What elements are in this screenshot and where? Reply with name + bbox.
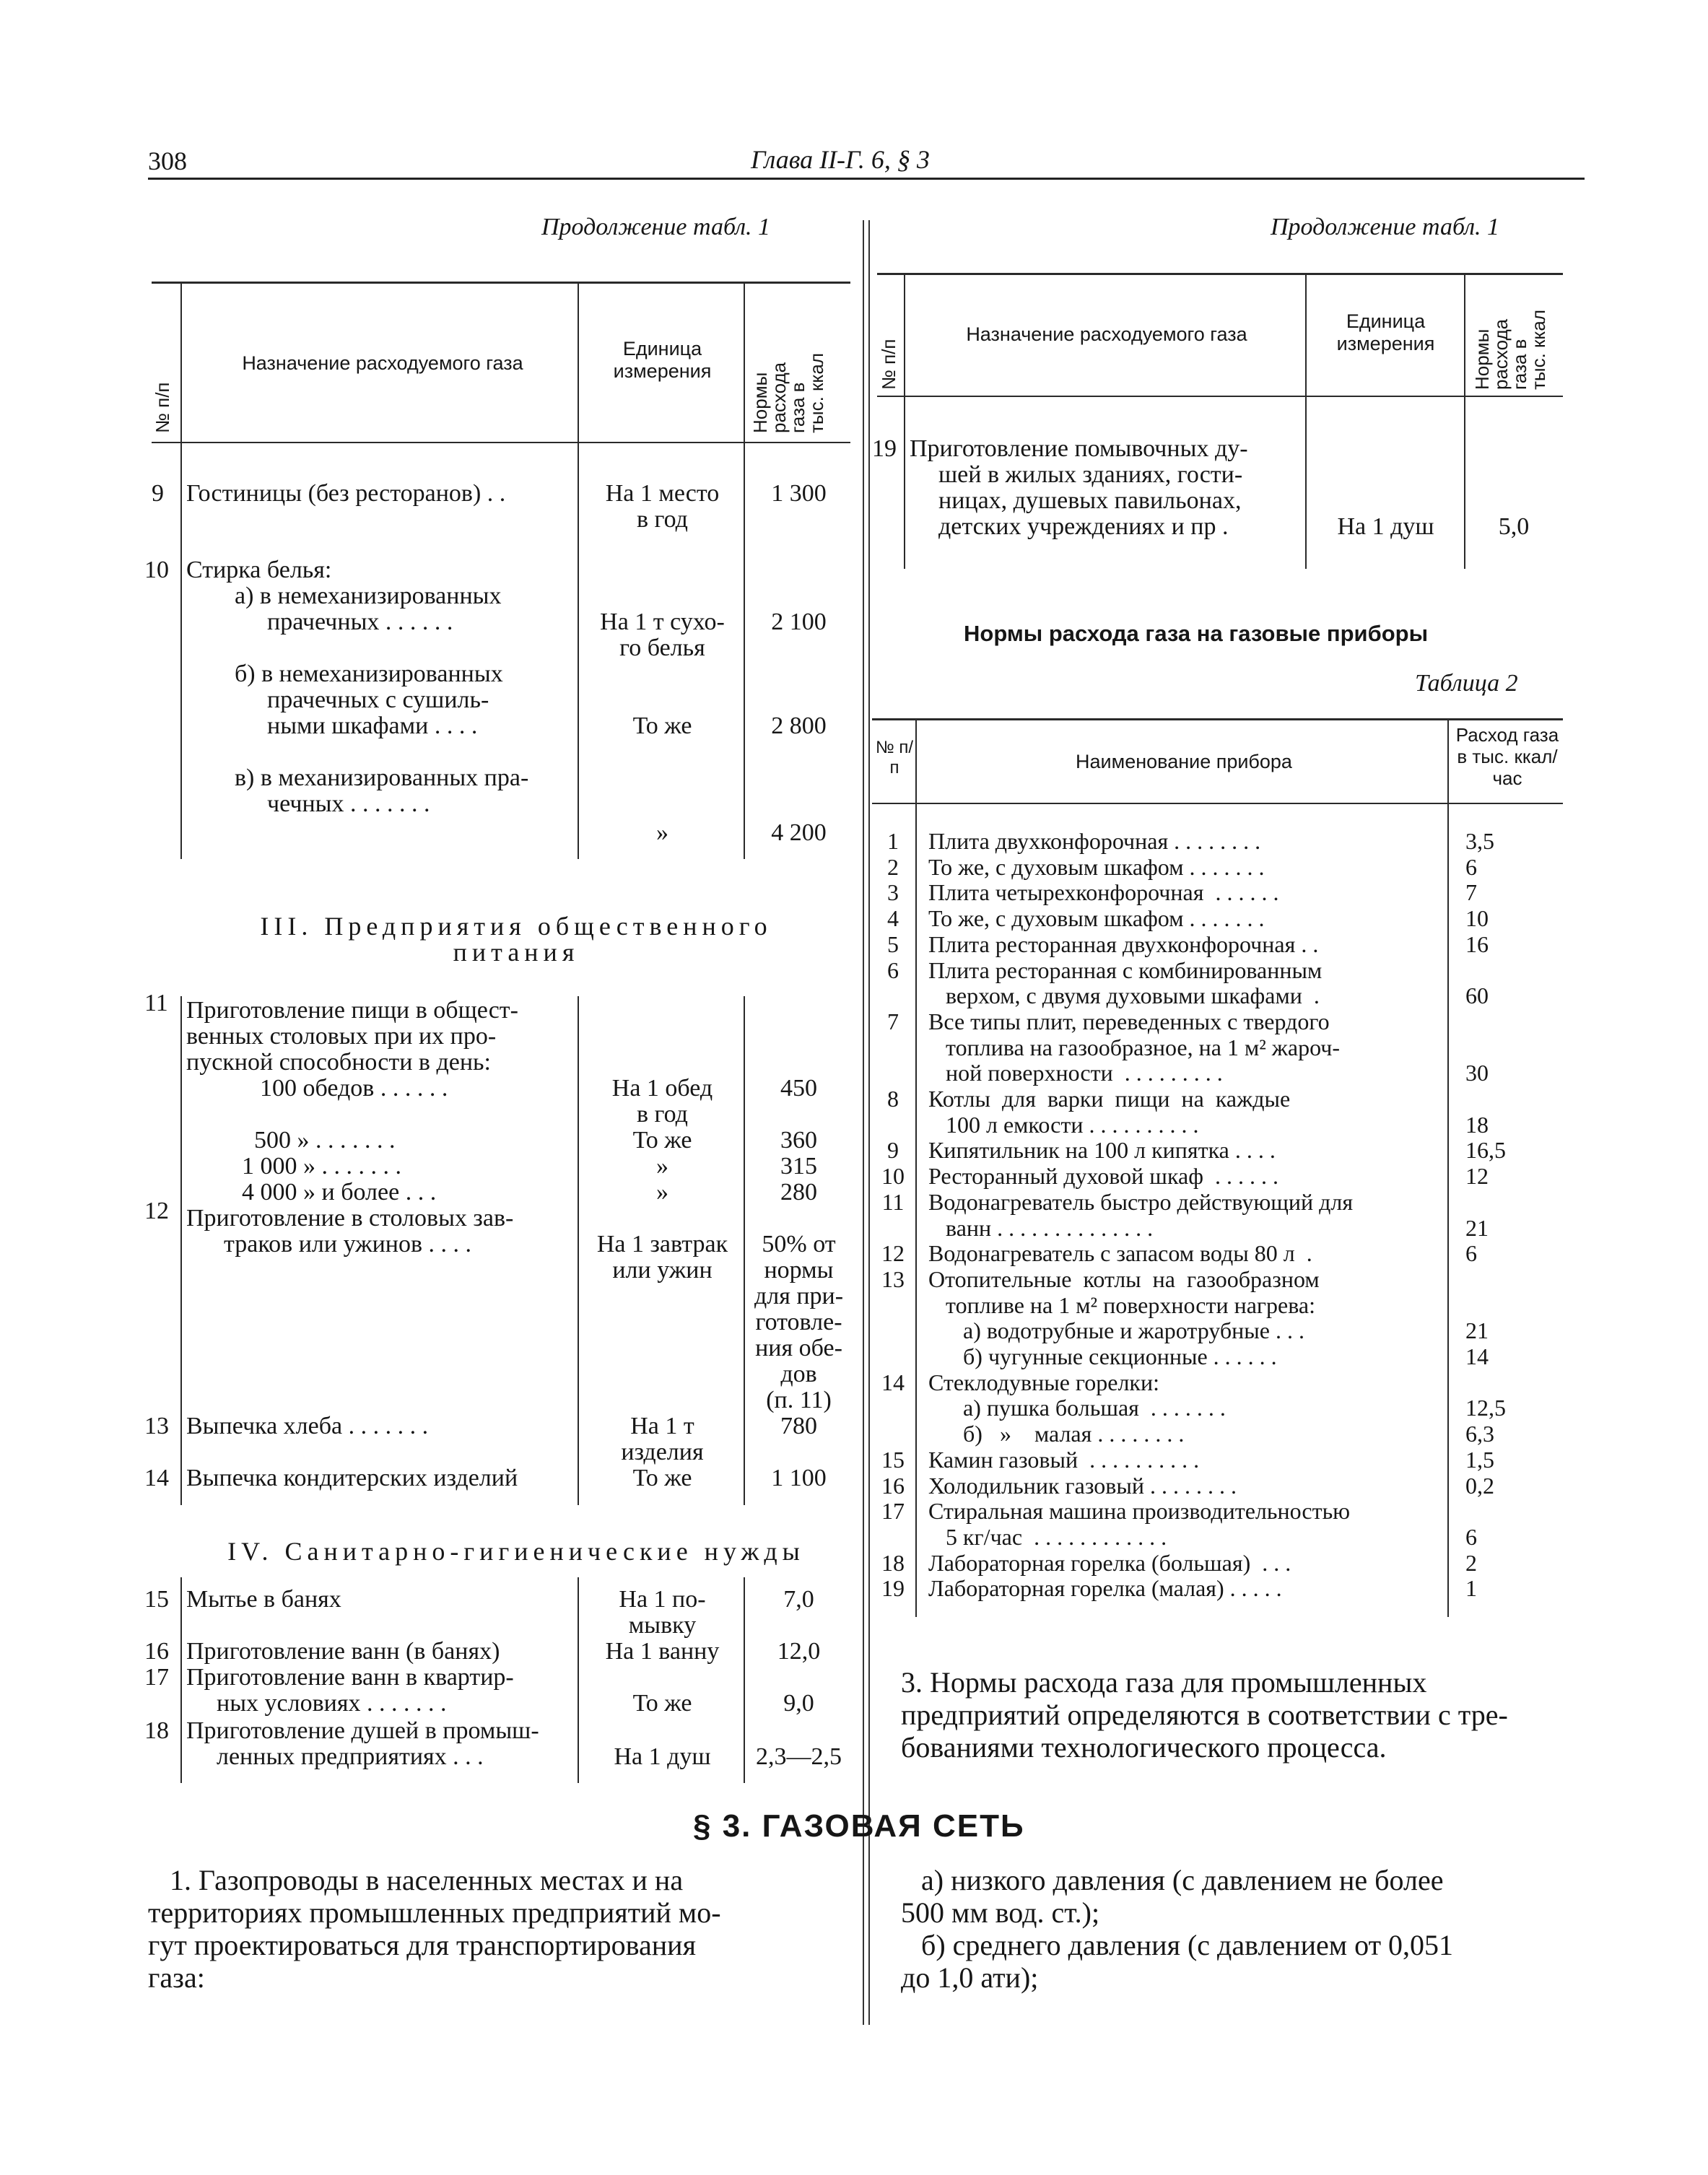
table2-row-name: То же, с духовым шкафом . . . . . . .	[928, 854, 1265, 880]
section-heading: III. Предприятия общественного	[260, 912, 772, 941]
left-col-num-header: № п/п	[152, 382, 173, 433]
row-value: 5,0	[1498, 513, 1530, 540]
table2-row-rate: 14	[1465, 1343, 1489, 1369]
table2-row-num: 14	[881, 1369, 905, 1395]
table2-row-name: Водонагреватель с запасом воды 80 л .	[928, 1240, 1312, 1266]
table2-row-num: 13	[881, 1266, 905, 1292]
row-text: 500 » . . . . . . .	[254, 1127, 396, 1154]
paragraph-line: территориях промышленных предприятий мо-	[148, 1896, 721, 1929]
table2-row-rate: 60	[1465, 982, 1489, 1008]
table2-row-name: Стиральная машина производительностью	[928, 1498, 1351, 1524]
page-number: 308	[148, 147, 187, 175]
row-value: для при-	[754, 1283, 844, 1309]
row-value: 1 100	[771, 1465, 827, 1491]
table2-row-name: Водонагреватель быстро действующий для	[928, 1189, 1354, 1215]
table2-col-rate-header: Расход газа в тыс. ккал/час	[1455, 724, 1559, 789]
row-value: (п. 11)	[766, 1387, 832, 1413]
row-value: 315	[780, 1153, 817, 1180]
table2-row-name: топливе на 1 м² поверхности нагрева:	[928, 1292, 1315, 1318]
row-value: нормы	[764, 1257, 834, 1283]
left-continuation-label: Продолжение табл. 1	[541, 214, 771, 240]
table2-row-rate: 18	[1465, 1112, 1489, 1138]
table2-row-name: Кипятильник на 100 л кипятка . . . .	[928, 1137, 1276, 1163]
table2-row-name: Плита ресторанная двухконфорочная . .	[928, 931, 1319, 957]
table2-row-num: 8	[887, 1086, 899, 1112]
table2-row-num: 12	[881, 1240, 905, 1266]
row-text: 1 000 » . . . . . . .	[242, 1153, 401, 1180]
table2-row-name: 5 кг/час . . . . . . . . . . . .	[928, 1524, 1167, 1550]
table2-row-rate: 16,5	[1465, 1137, 1506, 1163]
table2-row-name: Плита ресторанная с комбинированным	[928, 957, 1323, 983]
paragraph-line: гут проектироваться для транспортирования	[148, 1929, 696, 1961]
gas-network-paragraph-left	[148, 1864, 837, 1994]
row-value: 7,0	[783, 1586, 814, 1613]
table2-row-rate: 16	[1465, 931, 1489, 957]
right-col-norm-header: Нормы расхода газа в тыс. ккал	[1471, 310, 1549, 390]
table2-row-num: 18	[881, 1550, 905, 1576]
right-continuation-label: Продолжение табл. 1	[1271, 214, 1500, 240]
table2-col-name-header: Наименование прибора	[1076, 751, 1292, 772]
row-unit: »	[656, 1153, 668, 1180]
paragraph-line: б) среднего давления (с давлением от 0,051	[921, 1929, 1454, 1961]
table2-row-num: 4	[887, 905, 899, 931]
row-value: 780	[780, 1413, 817, 1439]
row-unit: То же	[632, 1690, 692, 1717]
table2-row-num: 3	[887, 879, 899, 905]
row-num: 10	[144, 557, 169, 583]
table2-row-name: топлива на газообразное, на 1 м² жароч-	[928, 1034, 1341, 1060]
table2-row-name: То же, с духовым шкафом . . . . . . .	[928, 905, 1265, 931]
row-text: Приготовление помывочных ду-	[910, 435, 1248, 462]
table2-row-rate: 21	[1465, 1215, 1489, 1241]
table2-row-name: Стеклодувные горелки:	[928, 1369, 1159, 1395]
section-heading: IV. Санитарно-гигиенические нужды	[227, 1537, 805, 1566]
column-divider-2	[868, 220, 870, 2025]
row-text: траков или ужинов . . . .	[224, 1231, 472, 1258]
row-unit: изделия	[621, 1439, 704, 1465]
row-unit: На 1 ванну	[605, 1638, 720, 1665]
table2-row-num: 5	[887, 931, 899, 957]
table2-row-name: Ресторанный духовой шкаф . . . . . .	[928, 1163, 1278, 1189]
table2-row-num: 10	[881, 1163, 905, 1189]
row-unit: или ужин	[612, 1257, 713, 1283]
table2-row-name: Холодильник газовый . . . . . . . .	[928, 1473, 1237, 1499]
row-num: 13	[144, 1413, 169, 1439]
row-unit: На 1 по-	[619, 1586, 706, 1613]
table2-row-num: 1	[887, 828, 899, 854]
table2-row-rate: 30	[1465, 1060, 1489, 1086]
table2-row-rate: 12	[1465, 1163, 1489, 1189]
left-col-purpose-header: Назначение расходуемого газа	[242, 352, 523, 374]
row-text: венных столовых при их про-	[186, 1023, 497, 1050]
table2-row-num: 15	[881, 1447, 905, 1473]
table2-row-num: 2	[887, 854, 899, 880]
left-col-unit-header: Единица измерения	[613, 338, 712, 383]
row-num: 16	[144, 1638, 169, 1665]
row-text: Приготовление ванн (в банях)	[186, 1638, 500, 1665]
table2-row-rate: 3,5	[1465, 828, 1494, 854]
row-value: 2,3—2,5	[756, 1743, 842, 1770]
row-text: Выпечка кондитерских изделий	[186, 1465, 518, 1491]
row-text: Мытье в банях	[186, 1586, 341, 1613]
paragraph-line: предприятий определяются в соответствии с тре-	[901, 1699, 1508, 1731]
row-text: Приготовление ванн в квартир-	[186, 1664, 514, 1691]
row-unit: »	[656, 1179, 668, 1206]
row-value: 2 800	[771, 712, 827, 739]
row-num: 17	[144, 1664, 169, 1691]
table2-row-rate: 2	[1465, 1550, 1477, 1576]
table2-row-rate: 6	[1465, 1524, 1477, 1550]
row-num: 18	[144, 1717, 169, 1744]
paragraph-line: 500 мм вод. ст.);	[901, 1896, 1100, 1929]
paragraph-line: 1. Газопроводы в населенных местах и на	[170, 1864, 684, 1896]
section-heading: питания	[453, 938, 580, 967]
row-text: ницах, душевых павильонах,	[938, 487, 1242, 514]
row-unit: в год	[637, 1101, 688, 1128]
table2-row-name: ной поверхности . . . . . . . . .	[928, 1060, 1223, 1086]
table2-row-rate: 0,2	[1465, 1473, 1494, 1499]
row-value: 4 200	[771, 819, 827, 846]
row-text: шей в жилых зданиях, гости-	[938, 461, 1243, 488]
row-value: 2 100	[771, 609, 827, 635]
row-text: 100 обедов . . . . . .	[260, 1075, 448, 1102]
header-rule	[148, 178, 1585, 180]
row-value: дов	[780, 1361, 817, 1387]
table2-row-rate: 21	[1465, 1317, 1489, 1343]
table2-row-name: б) чугунные секционные . . . . . .	[928, 1343, 1277, 1369]
table2-row-name: Лабораторная горелка (малая) . . . . .	[928, 1575, 1282, 1601]
table2-row-name: Отопительные котлы на газообразном	[928, 1266, 1320, 1292]
row-text: детских учреждениях и пр .	[938, 513, 1229, 540]
section-heading-gas-network: § 3. ГАЗОВАЯ СЕТЬ	[693, 1808, 1025, 1844]
row-text: Выпечка хлеба . . . . . . .	[186, 1413, 429, 1439]
row-value: 450	[780, 1075, 817, 1102]
row-value: 1 300	[771, 480, 827, 507]
row-text: прачечных с сушиль-	[267, 687, 489, 713]
table2-row-name: а) пушка большая . . . . . . .	[928, 1395, 1226, 1421]
paragraph-line: газа:	[148, 1961, 205, 1994]
paragraph-line: 3. Нормы расхода газа для промышленных	[901, 1666, 1427, 1699]
table2-row-rate: 12,5	[1465, 1395, 1506, 1421]
row-text: ленных предприятиях . . .	[217, 1743, 484, 1770]
row-text: Приготовление в столовых зав-	[186, 1205, 514, 1232]
table2-row-rate: 6	[1465, 854, 1477, 880]
row-num: 14	[144, 1465, 169, 1491]
row-value: 50% от	[762, 1231, 836, 1258]
table2-row-rate: 1,5	[1465, 1447, 1494, 1473]
table2-row-name: а) водотрубные и жаротрубные . . .	[928, 1317, 1304, 1343]
right-col-num-header: № п/п	[878, 339, 899, 390]
row-unit: На 1 завтрак	[596, 1231, 728, 1258]
row-value: 12,0	[777, 1638, 821, 1665]
row-num: 15	[144, 1586, 169, 1613]
row-text: ными шкафами . . . .	[267, 712, 478, 739]
table2-row-num: 7	[887, 1008, 899, 1034]
row-value: 280	[780, 1179, 817, 1206]
paragraph-line: а) низкого давления (с давлением не более	[921, 1864, 1444, 1896]
table2-row-name: Котлы для варки пищи на каждые	[928, 1086, 1291, 1112]
row-unit: На 1 т	[630, 1413, 694, 1439]
column-divider	[863, 220, 864, 2025]
table2-row-num: 9	[887, 1137, 899, 1163]
row-text: 4 000 » и более . . .	[242, 1179, 437, 1206]
row-text: в) в механизированных пра-	[235, 764, 529, 791]
table2-row-name: б) » малая . . . . . . . .	[928, 1421, 1185, 1447]
table2-title: Нормы расхода газа на газовые приборы	[964, 621, 1429, 646]
right-col-unit-header: Единица измерения	[1336, 310, 1435, 355]
table2-row-rate: 6	[1465, 1240, 1477, 1266]
row-unit: На 1 место	[605, 480, 720, 507]
row-unit: На 1 душ	[614, 1743, 711, 1770]
table2-row-name: Все типы плит, переведенных с твердого	[928, 1008, 1330, 1034]
row-unit: На 1 душ	[1337, 513, 1434, 540]
gas-network-paragraph-right	[901, 1864, 1565, 1994]
table2-row-name: Камин газовый . . . . . . . . . .	[928, 1447, 1200, 1473]
table2-row-num: 6	[887, 957, 899, 983]
table2-row-rate: 7	[1465, 879, 1477, 905]
row-num: 9	[152, 480, 164, 507]
right-col-purpose-header: Назначение расходуемого газа	[966, 323, 1247, 345]
left-col-norm-header: Нормы расхода газа в тыс. ккал	[749, 353, 827, 433]
row-text: Стирка белья:	[186, 557, 332, 583]
table2-row-num: 16	[881, 1473, 905, 1499]
table2-row-name: Плита двухконфорочная . . . . . . . .	[928, 828, 1261, 854]
row-text: Приготовление душей в промыш-	[186, 1717, 539, 1744]
paragraph-line: до 1,0 ати);	[901, 1961, 1039, 1994]
row-num: 19	[872, 435, 897, 462]
row-unit: То же	[632, 712, 692, 739]
table2-row-rate: 6,3	[1465, 1421, 1494, 1447]
table2-col-num-header: № п/п	[875, 738, 914, 777]
row-value: готовле-	[755, 1309, 842, 1335]
row-num: 11	[144, 990, 168, 1016]
table2-row-rate: 1	[1465, 1575, 1477, 1601]
table2-row-num: 19	[881, 1575, 905, 1601]
row-text: Приготовление пищи в общест-	[186, 997, 518, 1024]
table2-row-name: Плита четырехконфорочная . . . . . .	[928, 879, 1279, 905]
row-unit: го белья	[619, 635, 705, 661]
row-unit: мывку	[628, 1612, 697, 1639]
row-text: а) в немеханизированных	[235, 583, 502, 609]
row-num: 12	[144, 1198, 169, 1224]
table2-row-num: 17	[881, 1498, 905, 1524]
table2-row-num: 11	[881, 1189, 905, 1215]
row-unit: На 1 обед	[611, 1075, 713, 1102]
table2-row-name: Лабораторная горелка (большая) . . .	[928, 1550, 1291, 1576]
row-value: 9,0	[783, 1690, 814, 1717]
paragraph-line: бованиями технологического процесса.	[901, 1731, 1387, 1764]
table2-row-name: 100 л емкости . . . . . . . . . .	[928, 1112, 1199, 1138]
table2-row-rate: 10	[1465, 905, 1489, 931]
row-text: ных условиях . . . . . . .	[217, 1690, 447, 1717]
row-value: ния обе-	[755, 1335, 842, 1361]
row-text: пускной способности в день:	[186, 1049, 491, 1076]
row-unit: То же	[632, 1465, 692, 1491]
paragraph-3	[901, 1666, 1565, 1764]
row-unit: То же	[632, 1127, 692, 1154]
row-unit: »	[656, 819, 668, 846]
row-text: б) в немеханизированных	[235, 661, 503, 687]
row-text: чечных . . . . . . .	[267, 790, 430, 817]
row-text: Гостиницы (без ресторанов) . .	[186, 480, 506, 507]
row-text: прачечных . . . . . .	[267, 609, 453, 635]
table2-label: Таблица 2	[1415, 670, 1518, 697]
running-title: Глава II-Г. 6, § 3	[751, 145, 930, 174]
row-unit: в год	[637, 506, 688, 533]
row-unit: На 1 т сухо-	[600, 609, 725, 635]
row-value: 360	[780, 1127, 817, 1154]
table2-row-name: верхом, с двумя духовыми шкафами .	[928, 982, 1320, 1008]
table2-row-name: ванн . . . . . . . . . . . . . .	[928, 1215, 1154, 1241]
